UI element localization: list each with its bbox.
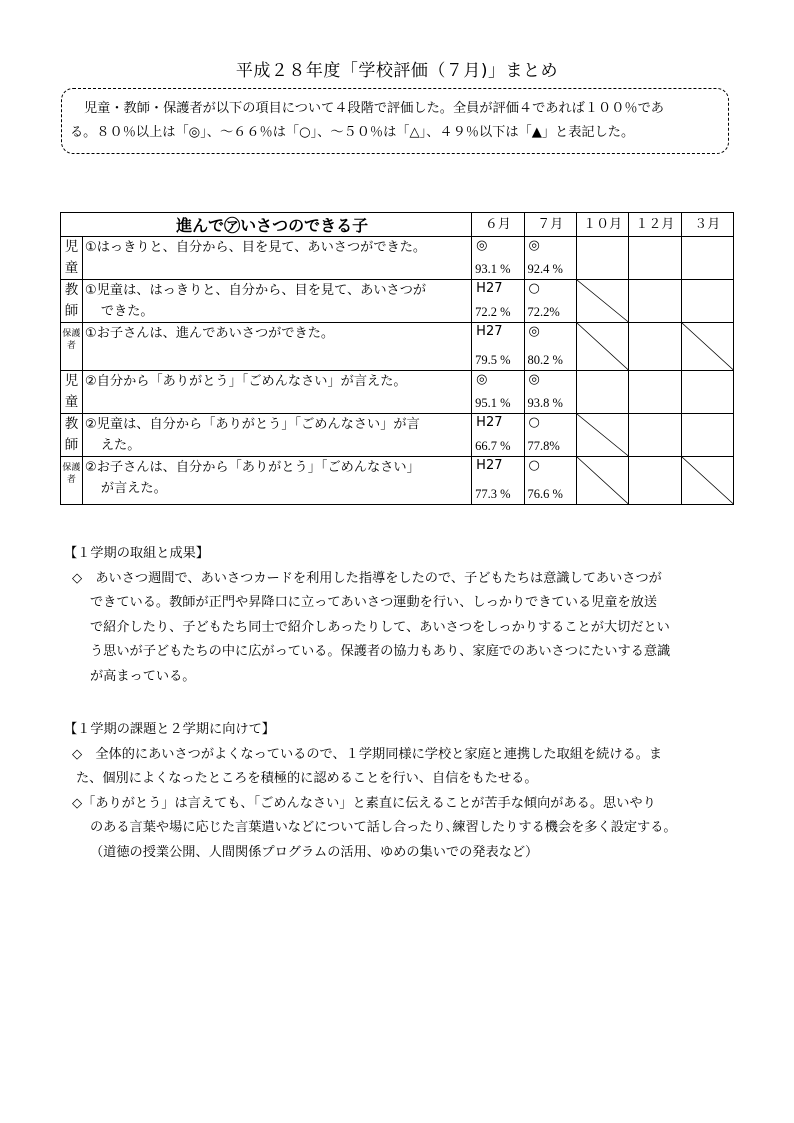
july-value: [524, 371, 576, 414]
respondent-label: 児童: [61, 371, 83, 414]
respondent-label: 教師: [61, 280, 83, 323]
march-cell-slash: [681, 323, 733, 371]
percentage: 66.7 %: [475, 439, 511, 453]
percentage: 93.8 %: [527, 396, 563, 410]
month-header: ７月: [524, 213, 576, 237]
section-heading: 【１学期の課題と２学期に向けて】: [64, 722, 275, 737]
percentage: 95.1 %: [475, 396, 511, 410]
section-achievements: [64, 542, 736, 689]
percentage: 77.3 %: [475, 487, 511, 501]
table-row: [61, 371, 734, 414]
march-cell: [681, 280, 733, 323]
paragraph-line: ◇「ありがとう」は言えても、「ごめんなさい」と素直に伝えることが苦手な傾向がある。思いやり: [72, 795, 656, 811]
table-row: [61, 457, 734, 505]
month-header: ６月: [472, 213, 524, 237]
table-row: [61, 280, 734, 323]
rating-symbol: ○: [528, 458, 540, 473]
paragraph-line: う思いが子どもたちの中に広がっている。保護者の協力もあり、家庭でのあいさつにたいする意識: [90, 644, 671, 659]
paragraph-line: できている。教師が正門や昇降口に立ってあいさつ運動を行い、しっかりできている児童を放送: [90, 595, 658, 610]
section-heading: 【１学期の取組と成果】: [64, 546, 210, 561]
item-line: ①はっきりと、自分から、目を見て、あいさつができた。: [84, 240, 427, 255]
month-header: ３月: [681, 213, 733, 237]
table-row: [61, 414, 734, 457]
rating-symbol: H27: [476, 324, 503, 339]
item-line: ②自分から「ありがとう」「ごめんなさい」が言えた。: [84, 374, 407, 389]
table-row: [61, 237, 734, 280]
october-cell-slash: [576, 414, 628, 457]
item-line: できた。: [100, 304, 154, 319]
june-value: [472, 280, 524, 323]
respondent-label: 保護者: [61, 457, 83, 505]
october-cell-slash: [576, 457, 628, 505]
item-line: ②児童は、自分から「ありがとう」「ごめんなさい」が言: [84, 417, 420, 432]
respondent-label: 教師: [61, 414, 83, 457]
rating-symbol: ○: [528, 281, 540, 296]
rating-symbol: ◎: [476, 238, 488, 253]
intro-line: る。８０％以上は「◎」、～６６％は「○」、～５０％は「△」、４９％以下は「▲」と表記した。: [70, 125, 635, 140]
december-cell: [629, 280, 681, 323]
month-header: １０月: [576, 213, 628, 237]
item-text: [82, 414, 471, 457]
intro-box: [61, 88, 729, 154]
respondent-label: 保護者: [61, 323, 83, 371]
item-line: ②お子さんは、自分から「ありがとう」「ごめんなさい」: [84, 460, 420, 475]
march-cell: [681, 414, 733, 457]
july-value: [524, 414, 576, 457]
page-title: 平成２８年度「学校評価（７月)」まとめ: [235, 61, 559, 81]
item-text: [82, 237, 471, 280]
item-line: えた。: [100, 438, 141, 453]
paragraph-line: た、個別によくなったところを積極的に認めることを行い、自信をもたせる。: [76, 771, 538, 786]
june-value: [472, 414, 524, 457]
table-row: [61, 323, 734, 371]
july-value: [524, 237, 576, 280]
respondent-label: 児童: [61, 237, 83, 280]
paragraph-line: （道徳の授業公開、人間関係プログラムの活用、ゆめの集いでの発表など）: [90, 844, 539, 860]
percentage: 92.4 %: [527, 262, 563, 276]
rating-symbol: ◎: [528, 324, 540, 339]
percentage: 79.5 %: [475, 353, 511, 367]
june-value: [472, 371, 524, 414]
percentage: 80.2 %: [527, 353, 563, 367]
march-cell: [681, 371, 733, 414]
march-cell: [681, 237, 733, 280]
rating-symbol: ○: [528, 415, 540, 430]
table-heading: 進んで㋐いさつのできる子: [61, 213, 472, 237]
item-text: [82, 323, 471, 371]
paragraph-line: ◇ あいさつ週間で、あいさつカードを利用した指導をしたので、子どもたちは意識してあいさつが: [72, 570, 662, 586]
october-cell-slash: [576, 323, 628, 371]
march-cell-slash: [681, 457, 733, 505]
evaluation-table: [60, 212, 734, 505]
rating-symbol: H27: [476, 281, 503, 296]
december-cell: [629, 371, 681, 414]
october-cell-slash: [576, 280, 628, 323]
table-header-row: [61, 213, 734, 237]
item-text: [82, 280, 471, 323]
june-value: [472, 323, 524, 371]
item-text: [82, 457, 471, 505]
rating-symbol: ◎: [528, 372, 540, 387]
percentage: 93.1 %: [475, 262, 511, 276]
december-cell: [629, 414, 681, 457]
month-header: １２月: [629, 213, 681, 237]
december-cell: [629, 237, 681, 280]
paragraph-line: のある言葉や場に応じた言葉遣いなどについて話し合ったり､練習したりする機会を多く設定する。: [90, 820, 677, 835]
july-value: [524, 323, 576, 371]
december-cell: [629, 323, 681, 371]
july-value: [524, 280, 576, 323]
rating-symbol: ◎: [528, 238, 540, 253]
item-line: ①児童は、はっきりと、自分から、目を見て、あいさつが: [84, 283, 427, 298]
section-issues: [64, 718, 736, 865]
percentage: 76.6 %: [527, 487, 563, 501]
item-text: [82, 371, 471, 414]
paragraph-line: が高まっている。: [90, 668, 196, 684]
percentage: 77.8%: [527, 439, 560, 453]
october-cell: [576, 237, 628, 280]
percentage: 72.2 %: [475, 305, 511, 319]
june-value: [472, 457, 524, 505]
paragraph-line: ◇ 全体的にあいさつがよくなっているので、１学期同様に学校と家庭と連携した取組を続ける。ま: [72, 746, 663, 762]
rating-symbol: ◎: [476, 372, 488, 387]
july-value: [524, 457, 576, 505]
item-line: が言えた。: [100, 481, 167, 496]
june-value: [472, 237, 524, 280]
percentage: 72.2%: [527, 305, 560, 319]
intro-line: 児童・教師・保護者が以下の項目について４段階で評価した。全員が評価４であれば１００％であ: [84, 101, 664, 116]
december-cell: [629, 457, 681, 505]
rating-symbol: H27: [476, 458, 503, 473]
october-cell: [576, 371, 628, 414]
paragraph-line: で紹介したり、子どもたち同士で紹介しあったりして、あいさつをしっかりすることが大切だとい: [90, 619, 670, 635]
rating-symbol: H27: [476, 415, 503, 430]
item-line: ①お子さんは、進んであいさつができた。: [84, 326, 335, 341]
